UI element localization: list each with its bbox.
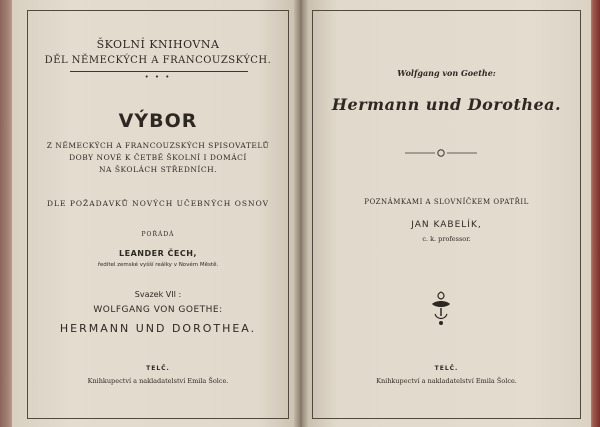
annotation-note: POZNÁMKAMI A SLOVNÍČKEM OPATŘIL	[364, 198, 529, 206]
subtitle-line1: Z NĚMECKÝCH A FRANCOUZSKÝCH SPISOVATELŮ	[46, 141, 270, 150]
place-left: TELČ.	[146, 365, 170, 372]
ornament-dots: • • •	[144, 73, 172, 81]
editor-role: ředitel zemské vyšší reálky v Novém Městě.	[97, 262, 219, 268]
editor-name: LEANDER ČECH,	[119, 249, 197, 258]
annotator-role: c. k. professor.	[422, 235, 471, 243]
printer-ornament-icon	[428, 290, 454, 326]
author-name-left: WOLFGANG VON GOETHE:	[93, 305, 223, 315]
volume-label: Svazek VII :	[134, 290, 182, 299]
annotator-name: JAN KABELÍK,	[411, 220, 482, 230]
book-gutter	[294, 0, 308, 427]
series-rule	[70, 71, 248, 72]
series-title-line1: ŠKOLNÍ KNIHOVNA	[96, 38, 220, 51]
work-title-right: Hermann und Dorothea.	[331, 95, 562, 114]
subtitle-line2: DOBY NOVÉ K ČETBĚ ŠKOLNÍ I DOMÁCÍ	[69, 153, 247, 162]
author-name-right: Wolfgang von Goethe:	[397, 68, 496, 78]
subtitle-line3: NA ŠKOLÁCH STŘEDNÍCH.	[98, 165, 218, 174]
series-title-line2: DĚL NĚMECKÝCH A FRANCOUZSKÝCH.	[44, 55, 272, 66]
ornament-divider-icon	[405, 147, 477, 159]
publisher-left: Knihkupectví a nakladatelství Emila Šolce.	[87, 377, 229, 385]
work-title-left: HERMANN UND DOROTHEA.	[59, 322, 257, 335]
place-right: TELČ.	[434, 365, 459, 372]
publisher-right: Knihkupectví a nakladatelství Emila Šolce.	[376, 377, 517, 385]
curriculum-note: DLE POŽADAVKŮ NOVÝCH UČEBNÝCH OSNOV	[46, 199, 270, 208]
main-title: VÝBOR	[118, 110, 198, 132]
edited-by-label: POŘÁDÁ	[141, 231, 175, 238]
